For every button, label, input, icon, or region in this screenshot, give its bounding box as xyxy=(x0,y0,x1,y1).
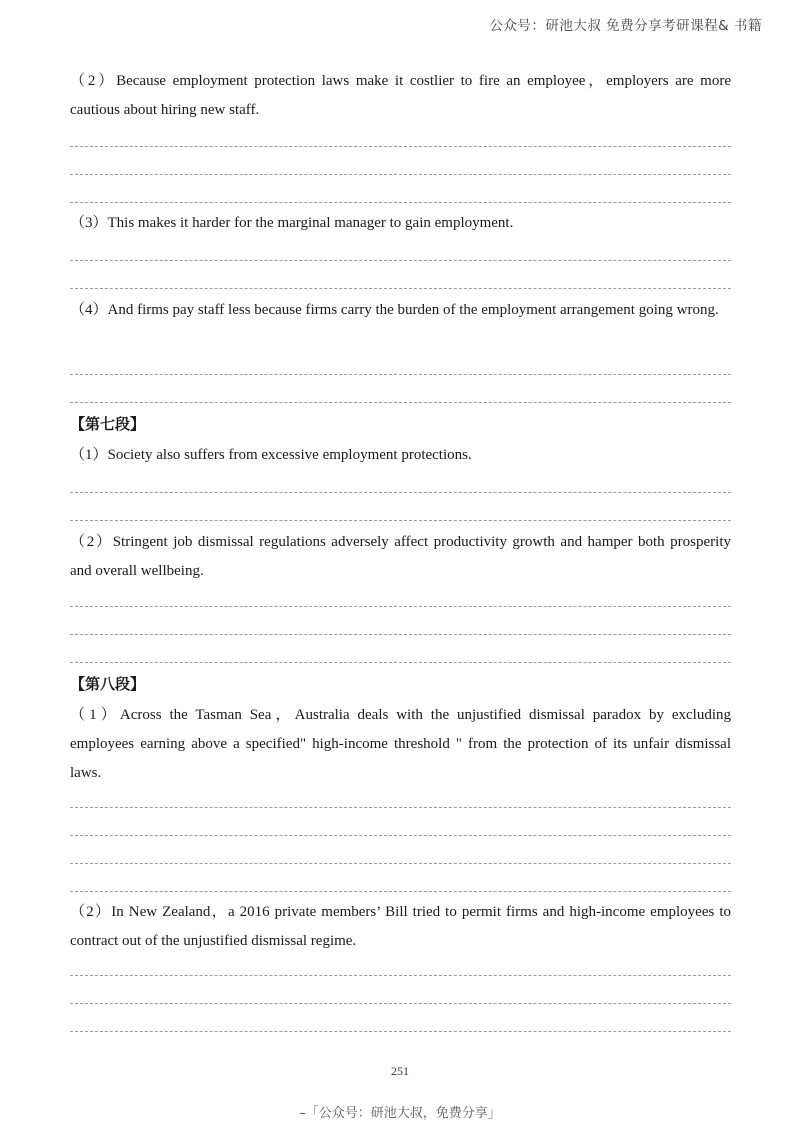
answer-line[interactable] xyxy=(70,146,731,147)
answer-line[interactable] xyxy=(70,402,731,403)
header-watermark: 公众号：研池大叔 免费分享考研课程& 书籍 xyxy=(489,18,762,34)
answer-line[interactable] xyxy=(70,260,731,261)
answer-line[interactable] xyxy=(70,202,731,203)
answer-line[interactable] xyxy=(70,634,731,635)
answer-line[interactable] xyxy=(70,662,731,663)
footer-watermark: –「公众号：研池大叔，免费分享」 xyxy=(299,1106,501,1121)
answer-line[interactable] xyxy=(70,174,731,175)
answer-line[interactable] xyxy=(70,288,731,289)
answer-line[interactable] xyxy=(70,863,731,864)
section-heading-8: 【第八段】 xyxy=(70,675,146,693)
answer-line[interactable] xyxy=(70,520,731,521)
sentence-p8-1: （1）Across the Tasman Sea，Australia deals with the unjustified dismissal paradox by excluding employees earning above a specified" high-income threshold " from the protection of its unfair dismissal laws. xyxy=(70,707,731,781)
answer-line[interactable] xyxy=(70,807,731,808)
answer-line[interactable] xyxy=(70,975,731,976)
answer-line[interactable] xyxy=(70,1003,731,1004)
page-number: 251 xyxy=(391,1064,409,1078)
answer-line[interactable] xyxy=(70,1031,731,1032)
sentence-p6-3: （3）This makes it harder for the marginal manager to gain employment. xyxy=(70,215,514,231)
answer-line[interactable] xyxy=(70,374,731,375)
answer-line[interactable] xyxy=(70,606,731,607)
sentence-p7-2: （2）Stringent job dismissal regulations adversely affect productivity growth and hamper both prosperity and overall wellbeing. xyxy=(70,534,731,579)
section-heading-7: 【第七段】 xyxy=(70,415,146,433)
sentence-p6-4: （4）And firms pay staff less because firms carry the burden of the employment arrangement going wrong. xyxy=(70,302,719,318)
sentence-p7-1: （1）Society also suffers from excessive employment protections. xyxy=(70,447,472,463)
answer-line[interactable] xyxy=(70,492,731,493)
sentence-p6-2: （2）Because employment protection laws make it costlier to fire an employee，employers are more cautious about hiring new staff. xyxy=(70,73,731,118)
sentence-p8-2: （2）In New Zealand，a 2016 private members’ Bill tried to permit firms and high-income employees to contract out of the unjustified dismissal regime. xyxy=(70,904,731,949)
answer-line[interactable] xyxy=(70,835,731,836)
answer-line[interactable] xyxy=(70,891,731,892)
